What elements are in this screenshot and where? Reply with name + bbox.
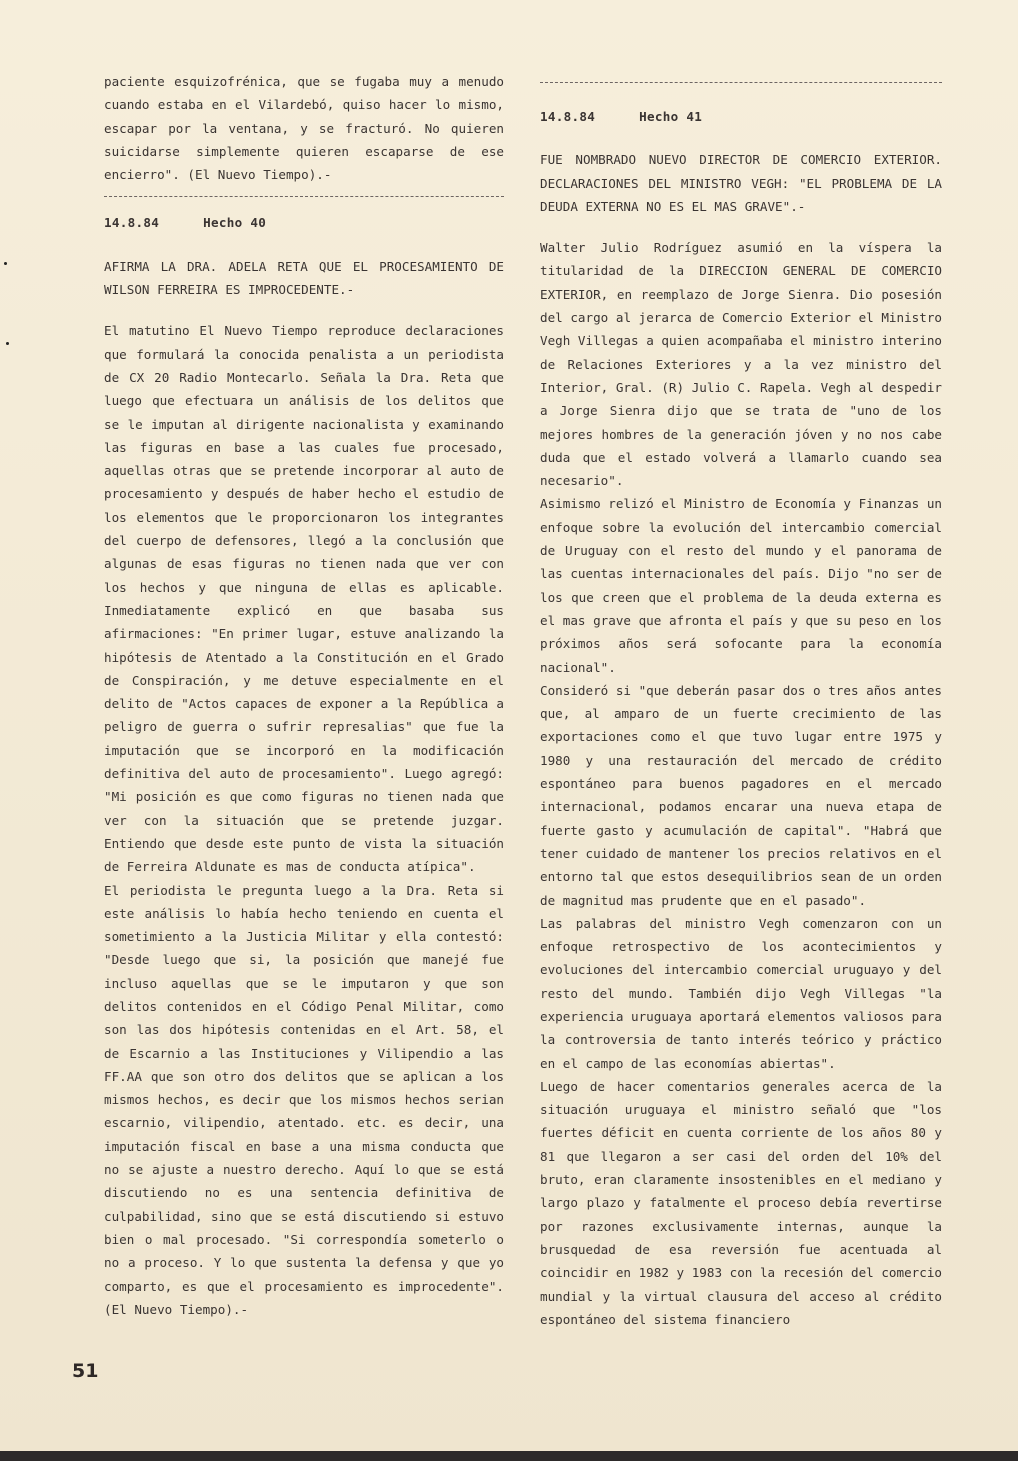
body-paragraph: Luego de hacer comentarios generales acerca de la situación uruguaya el ministro señaló que "los fuertes déficit en cuenta corriente de los años 80 y 81 que llegaron a ser casi del orden del 10% del bruto, eran claramente insostenibles en el mediano y largo plazo y fatalmente el proceso debía revertirse por razones exclusivamente internas, aunque la brusquedad de esa reversión fue acentuada al coincidir en 1982 y 1983 con la recesión del comercio mundial y la virtual clausura del acceso al crédito espontáneo del sistema financiero <box>540 1078 942 1327</box>
entry-date: 14.8.84 <box>540 109 596 124</box>
body-paragraph: Walter Julio Rodríguez asumió en la víspera la titularidad de la DIRECCION GENERAL DE COMERCIO EXTERIOR, en reemplazo de Jorge Sienra. Dio posesión del cargo al jerarca de Comercio Exterior el Ministro Vegh Villegas a quien acompañaba el ministro interino de Relaciones Exteriores y a la vez ministro del Interior, Gral. (R) Julio C. Rapela. Vegh al despedir a Jorge Sienra dijo que se trata de "uno de los mejores hombres de la generación jóven y no nos cabe duda que el estado volverá a llamarlo cuando sea necesario". <box>540 240 942 489</box>
body-paragraph: Consideró si "que deberán pasar dos o tres años antes que, al amparo de un fuerte crecimiento de las exportaciones como el que tuvo lugar entre 1975 y 1980 y una restauración del mercado de crédito espontáneo para buenos pagadores en el mercado internacional, podamos encarar una nueva etapa de fuerte gasto y acumulación de capital". "Habrá que tener cuidado de mantener los precios relativos en el entorno tal que estos desequilibrios sean de un orden de magnitud mas prudente que en el pasado". <box>540 682 942 908</box>
body-paragraph: El matutino El Nuevo Tiempo reproduce declaraciones que formulará la conocida penalista a un periodista de CX 20 Radio Montecarlo. Señala la Dra. Reta que luego que efectuara un análisis de los delitos que se le imputan al dirigente nacionalista y examinando las figuras en base a las cuales fue procesado, aquellas otras que se pretende incorporar al auto de procesamiento y después de haber hecho el estudio de los elementos que le proporcionaron los integrantes del cuerpo de defensores, llegó a la conclusión que algunas de esas figuras no tienen nada que ver con los hechos y que ninguna de ellas es aplicable. Inmediatamente explicó en que basaba sus afirmaciones: "En primer lugar, estuve analizando la hipótesis de Atentado a la Constitución en el Grado de Conspiración, y me detuve especialmente en el delito de "Actos capaces de exponer a la República a peligro de guerra o sufrir represalias" que fue la imputación que se incorporó en la modificación definitiva del auto de procesamiento". Luego agregó: "Mi posición es que como figuras no tienen nada que ver con la situación que se pretende juzgar. Entiendo que desde este punto de vista la situación de Ferreira Aldunate es mas de conducta atípica". <box>104 323 504 875</box>
section-divider <box>104 196 504 197</box>
page-number: 51 <box>72 1360 99 1382</box>
entry-date: 14.8.84 <box>104 215 160 231</box>
scan-mark <box>6 342 9 345</box>
body-paragraph: Las palabras del ministro Vegh comenzaron con un enfoque retrospectivo de los acontecimientos y evoluciones del intercambio comercial uruguayo y del resto del mundo. También dijo Vegh Villegas "la experiencia uruguaya aportará elementos valiosos para la controversia de tanto interés teórico y práctico en el campo de las economías abiertas". <box>540 915 942 1071</box>
body-paragraph: Asimismo relizó el Ministro de Economía y Finanzas un enfoque sobre la evolución del intercambio comercial de Uruguay con el resto del mundo y el panorama de las cuentas internacionales del país. Dijo "no ser de los que creen que el problema de la deuda externa es el mas grave que afronta el país y que su peso en los próximos años será sofocante para la economía nacional". <box>540 496 942 675</box>
entry-header <box>104 211 504 234</box>
entry-number: Hecho 40 <box>203 215 267 231</box>
left-column <box>104 70 504 1321</box>
right-column <box>540 70 942 1331</box>
entry-headline: FUE NOMBRADO NUEVO DIRECTOR DE COMERCIO EXTERIOR. DECLARACIONES DEL MINISTRO VEGH: "EL PROBLEMA DE LA DEUDA EXTERNA NO ES EL MAS GRAVE".- <box>540 152 942 214</box>
entry-header <box>540 105 942 128</box>
body-paragraph: El periodista le pregunta luego a la Dra. Reta si este análisis lo había hecho teniendo en cuenta el sometimiento a la Justicia Militar y ella contestó: "Desde luego que si, la posición que manejé fue incluso aquellas que se le imputaron y que son delitos contenidos en el Código Penal Militar, como son las dos hipótesis contenidas en el Art. 58, el de Escarnio a las Instituciones y Vilipendio a las FF.AA que son otro dos delitos que se aplican a los mismos hechos, es decir que los mismos hechos serian escarnio, vilipendio, atentado. etc. es decir, una imputación fiscal en base a una misma conducta que no se ajuste a nuestro derecho. Aquí lo que se está discutiendo no es una sentencia definitiva de culpabilidad, sino que se está discutiendo si estuvo bien o mal procesado. "Si correspondía someterlo o no a proceso. Y lo que sustenta la defensa y que yo comparto, es que el procesamiento es improcedente". (El Nuevo Tiempo).- <box>104 882 504 1317</box>
entry-number: Hecho 41 <box>639 109 703 124</box>
entry-headline: AFIRMA LA DRA. ADELA RETA QUE EL PROCESAMIENTO DE WILSON FERREIRA ES IMPROCEDENTE.- <box>104 258 504 298</box>
section-divider <box>540 82 942 83</box>
left-intro-paragraph: paciente esquizofrénica, que se fugaba muy a menudo cuando estaba en el Vilardebó, quiso hacer lo mismo, escapar por la ventana, y se fracturó. No quieren suicidarse simplemente quieren escaparse de ese encierro". (El Nuevo Tiempo).- <box>104 74 504 183</box>
scan-bottom-edge <box>0 1451 1018 1461</box>
scan-mark <box>4 262 7 265</box>
